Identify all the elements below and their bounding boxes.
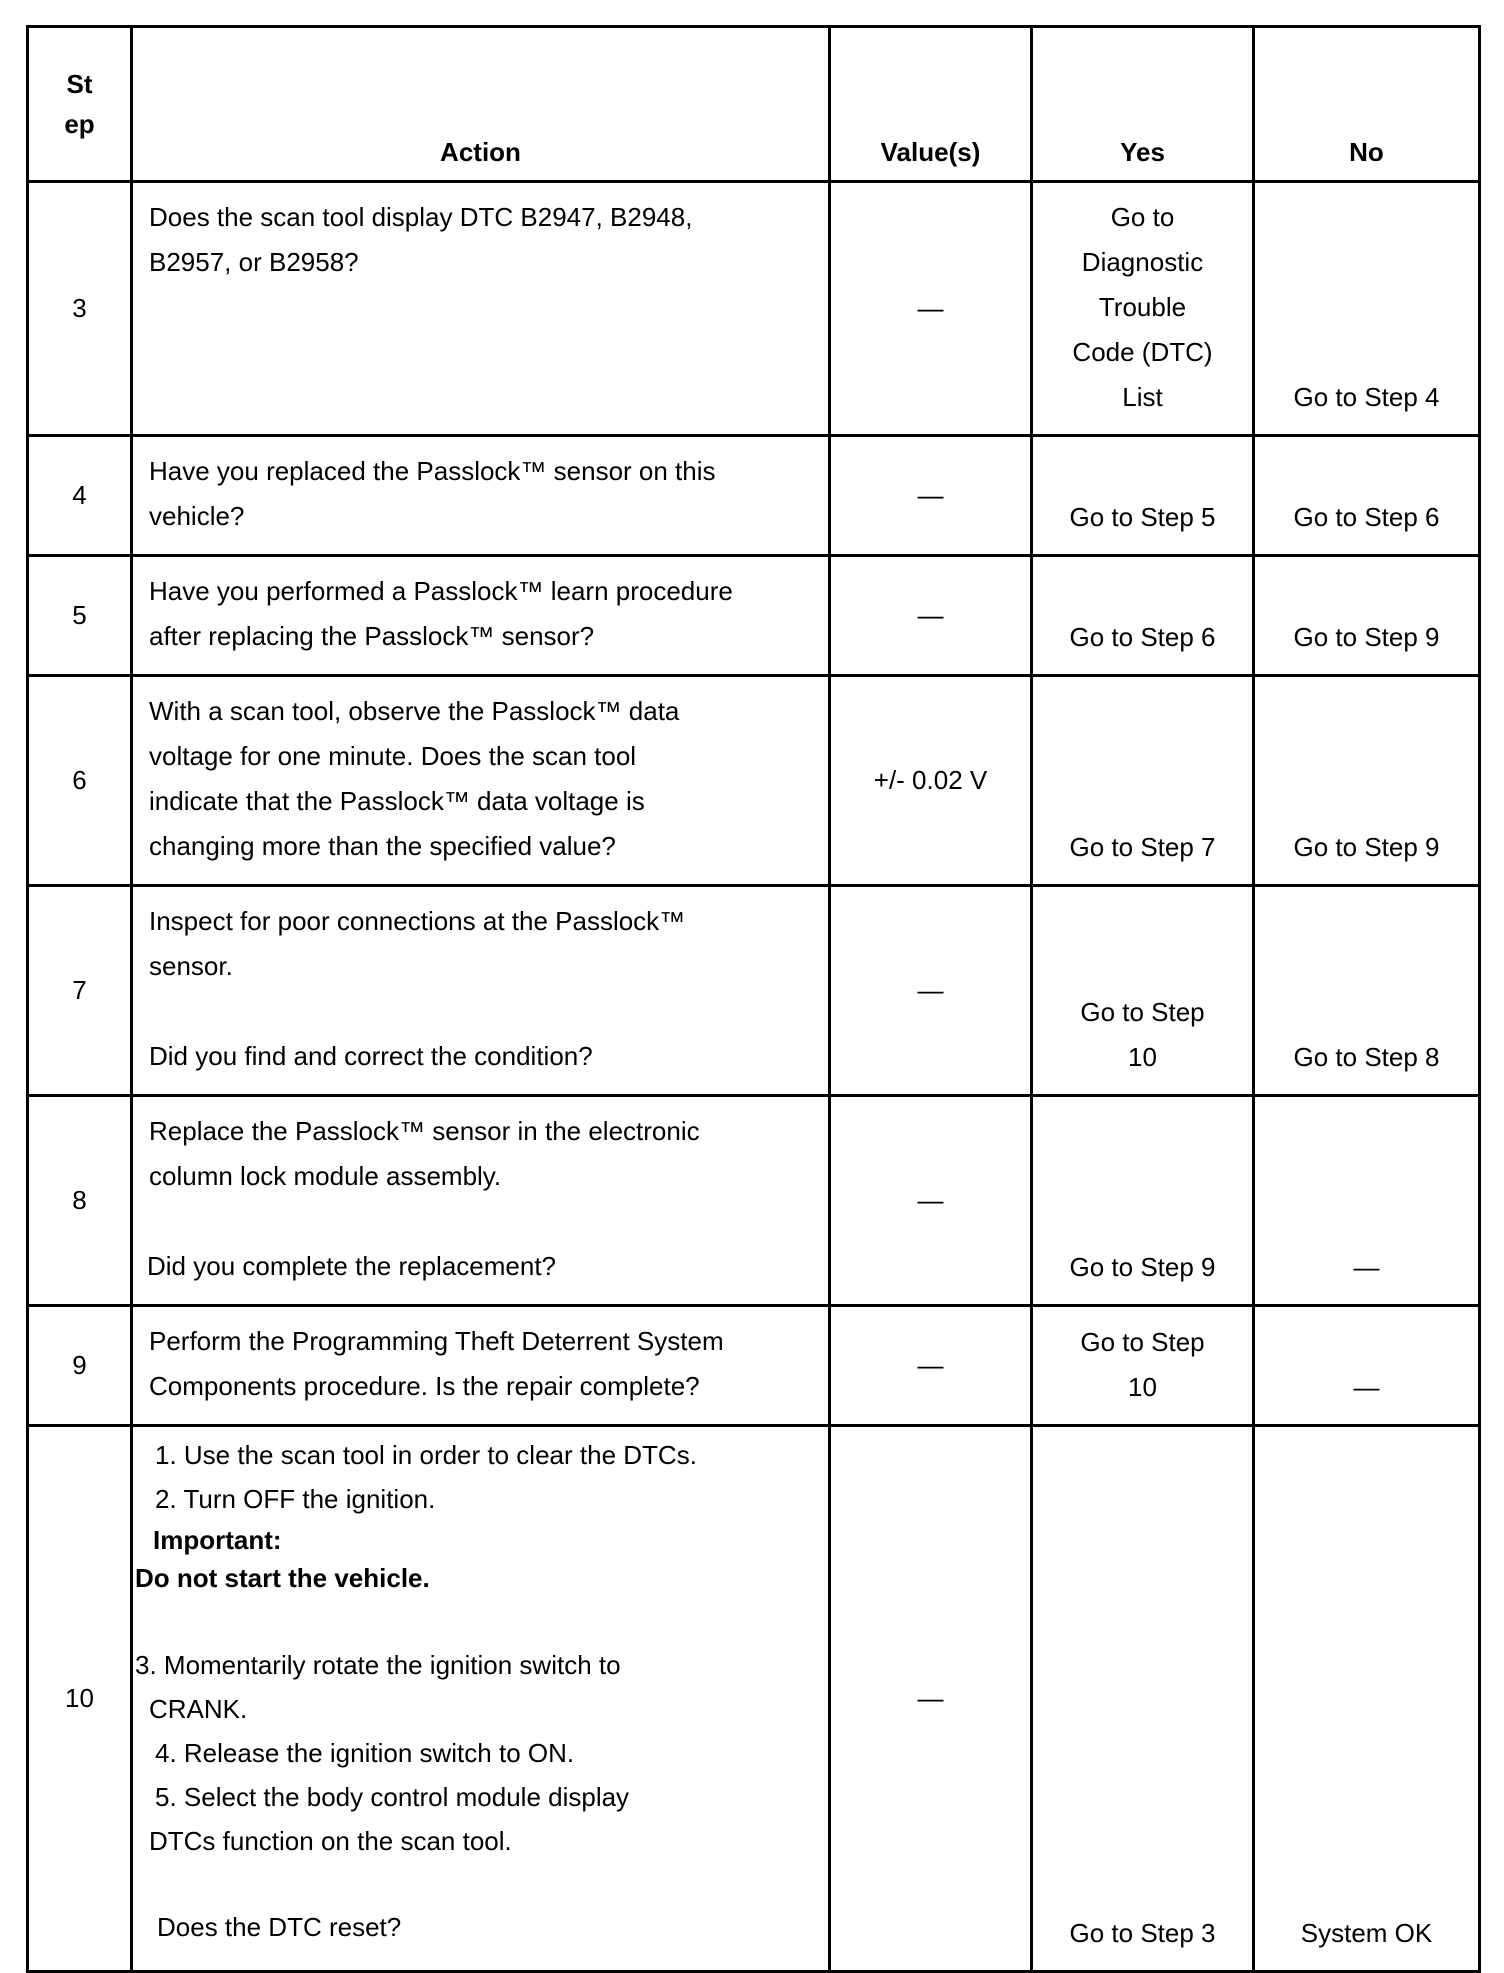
table-row (28, 556, 1480, 676)
action-line: voltage for one minute. Does the scan tool (149, 741, 637, 771)
important-label: Important: (153, 1525, 282, 1555)
value-cell: — (830, 1306, 1032, 1426)
yes-line: Go to Step (1080, 1327, 1205, 1357)
action-list-item: 3. Momentarily rotate the ignition switch to (135, 1650, 621, 1680)
action-line: With a scan tool, observe the Passlock™ data (149, 696, 680, 726)
step-cell: 6 (28, 676, 132, 886)
no-line: Go to Step 9 (1293, 622, 1440, 652)
value-cell: — (830, 1096, 1032, 1306)
header-step (28, 27, 132, 182)
step-cell: 4 (28, 436, 132, 556)
no-line: Go to Step 9 (1293, 832, 1440, 862)
value-cell: — (830, 436, 1032, 556)
no-cell (1254, 556, 1480, 676)
action-cell (132, 436, 830, 556)
diagnostic-table (26, 25, 1481, 1973)
action-cell (132, 676, 830, 886)
action-line (149, 989, 828, 1034)
value-cell: — (830, 1426, 1032, 1972)
table-row (28, 886, 1480, 1096)
yes-line: Go to Step (1080, 997, 1205, 1027)
no-cell (1254, 676, 1480, 886)
table-row (28, 676, 1480, 886)
step-cell: 10 (28, 1426, 132, 1972)
step-cell: 9 (28, 1306, 132, 1426)
action-cell (132, 1096, 830, 1306)
action-line: Did you complete the replacement? (147, 1251, 557, 1281)
value-cell: — (830, 556, 1032, 676)
action-line: Replace the Passlock™ sensor in the electronic (149, 1116, 700, 1146)
yes-line: List (1122, 382, 1163, 412)
yes-line: Go to Step 9 (1069, 1252, 1216, 1282)
action-list-item-cont: DTCs function on the scan tool. (149, 1826, 512, 1856)
yes-cell (1032, 1426, 1254, 1972)
action-list-item-cont: CRANK. (149, 1694, 248, 1724)
yes-line: Go to Step 7 (1069, 832, 1216, 862)
header-action: Action (132, 27, 830, 182)
no-cell (1254, 1306, 1480, 1426)
no-line: — (1353, 1252, 1380, 1282)
action-line: Does the scan tool display DTC B2947, B2948, (149, 202, 693, 232)
action-line: Have you performed a Passlock™ learn procedure (149, 576, 733, 606)
yes-cell (1032, 886, 1254, 1096)
step-cell: 3 (28, 182, 132, 436)
value-cell: — (830, 886, 1032, 1096)
table-row (28, 182, 1480, 436)
yes-line: Go to Step 3 (1069, 1918, 1216, 1948)
action-question: Does the DTC reset? (157, 1912, 402, 1942)
no-line: — (1353, 1372, 1380, 1402)
header-step-line2: ep (64, 109, 95, 139)
action-line: indicate that the Passlock™ data voltage is (149, 786, 645, 816)
action-list-item: 5. Select the body control module display (155, 1782, 630, 1812)
step-cell: 8 (28, 1096, 132, 1306)
table-row (28, 1426, 1480, 1972)
action-list-item: 2. Turn OFF the ignition. (155, 1484, 436, 1514)
action-line: Components procedure. Is the repair complete? (149, 1371, 700, 1401)
step-cell: 7 (28, 886, 132, 1096)
header-no: No (1254, 27, 1480, 182)
header-yes: Yes (1032, 27, 1254, 182)
action-cell (132, 1426, 830, 1972)
yes-line: Go to Step 6 (1069, 622, 1216, 652)
header-row (28, 27, 1480, 182)
yes-line: Trouble (1098, 292, 1187, 322)
yes-cell (1032, 1306, 1254, 1426)
action-line: sensor. (149, 951, 233, 981)
action-cell (132, 1306, 830, 1426)
yes-cell (1032, 436, 1254, 556)
yes-cell (1032, 1096, 1254, 1306)
table-row (28, 1096, 1480, 1306)
action-line: Inspect for poor connections at the Passlock™ (149, 906, 686, 936)
yes-line: Go to (1110, 202, 1175, 232)
header-step-line1: St (66, 69, 93, 99)
no-line: Go to Step 6 (1293, 502, 1440, 532)
action-line: after replacing the Passlock™ sensor? (149, 621, 595, 651)
action-list-item: 1. Use the scan tool in order to clear the DTCs. (155, 1440, 697, 1470)
no-cell (1254, 182, 1480, 436)
action-line: Did you find and correct the condition? (149, 1041, 593, 1071)
no-cell (1254, 886, 1480, 1096)
yes-line: Diagnostic (1081, 247, 1204, 277)
value-cell: +/- 0.02 V (830, 676, 1032, 886)
table-row (28, 1306, 1480, 1426)
header-values: Value(s) (830, 27, 1032, 182)
no-cell (1254, 1426, 1480, 1972)
action-cell (132, 886, 830, 1096)
step-cell: 5 (28, 556, 132, 676)
yes-cell (1032, 556, 1254, 676)
yes-cell (1032, 676, 1254, 886)
yes-line: Go to Step 5 (1069, 502, 1216, 532)
action-line: B2957, or B2958? (149, 247, 359, 277)
yes-cell (1032, 182, 1254, 436)
action-line: changing more than the specified value? (149, 831, 616, 861)
important-text: Do not start the vehicle. (135, 1563, 430, 1593)
action-line: column lock module assembly. (149, 1161, 502, 1191)
yes-line: 10 (1128, 1042, 1157, 1072)
no-cell (1254, 1096, 1480, 1306)
action-line (149, 1199, 828, 1244)
action-cell (132, 182, 830, 436)
action-line: vehicle? (149, 501, 245, 531)
no-line: Go to Step 8 (1293, 1042, 1440, 1072)
value-cell: — (830, 182, 1032, 436)
action-list-item: 4. Release the ignition switch to ON. (155, 1738, 575, 1768)
no-line: Go to Step 4 (1293, 382, 1440, 412)
yes-line: 10 (1128, 1372, 1157, 1402)
no-line: System OK (1300, 1918, 1433, 1948)
action-line: Perform the Programming Theft Deterrent System (149, 1326, 724, 1356)
yes-line: Code (DTC) (1072, 337, 1213, 367)
no-cell (1254, 436, 1480, 556)
table-row (28, 436, 1480, 556)
action-line: Have you replaced the Passlock™ sensor on this (149, 456, 716, 486)
action-cell (132, 556, 830, 676)
